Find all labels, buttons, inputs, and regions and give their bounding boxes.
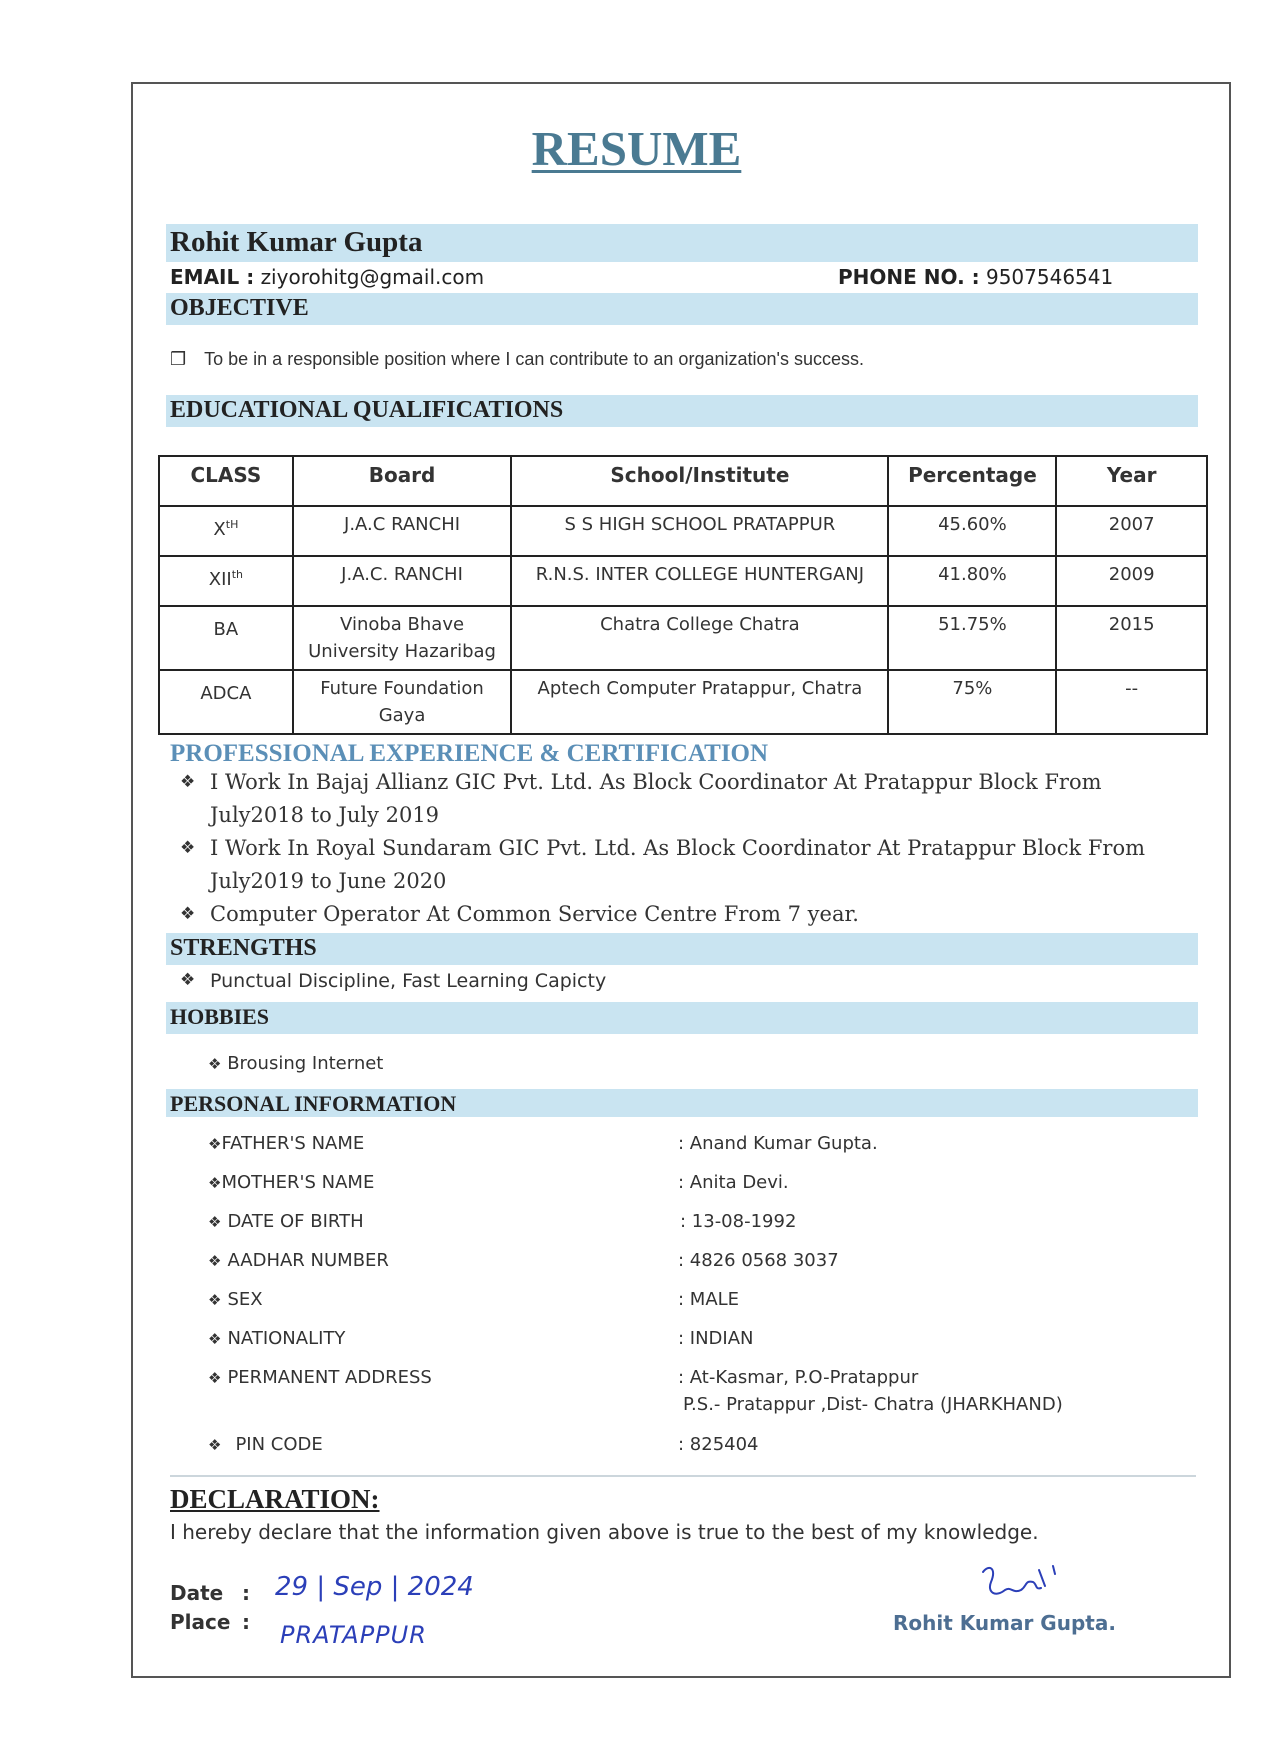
objective-text: To be in a responsible position where I can contribute to an organization's success. (204, 349, 864, 369)
school-cell: R.N.S. INTER COLLEGE HUNTERGANJ (511, 556, 888, 606)
info-value: : 13-08-1992 (680, 1211, 797, 1232)
experience-item (180, 766, 1200, 832)
experience-text: I Work In Bajaj Allianz GIC Pvt. Ltd. As Block Coordinator At Pratappur Block From July2018 to July 2019 (210, 770, 1102, 827)
table-row (159, 556, 1207, 606)
school-cell: S S HIGH SCHOOL PRATAPPUR (511, 506, 888, 556)
education-heading: EDUCATIONAL QUALIFICATIONS (170, 397, 564, 423)
percentage-cell: 45.60% (888, 506, 1056, 556)
info-label (208, 1211, 364, 1232)
diamond-bullet-icon: ❖ (180, 970, 196, 990)
school-cell: Aptech Computer Pratappur, Chatra (511, 670, 888, 734)
personal-heading: PERSONAL INFORMATION (170, 1091, 457, 1116)
class-value: BA (213, 619, 239, 640)
year-cell: 2007 (1056, 506, 1207, 556)
objective-line (170, 349, 864, 370)
year-cell: -- (1056, 670, 1207, 734)
diamond-bullet-icon: ❖ (208, 1291, 222, 1309)
hobbies-heading: HOBBIES (170, 1004, 270, 1029)
signature-text: Rohit (975, 1610, 978, 1611)
page-title: RESUME (531, 121, 742, 176)
table-row (159, 606, 1207, 670)
diamond-bullet-icon: ❖ (208, 1369, 222, 1387)
objective-heading: OBJECTIVE (170, 295, 309, 321)
info-label-text: NATIONALITY (227, 1328, 346, 1349)
diamond-bullet-icon: ❖ (180, 904, 196, 924)
board-cell: J.A.C RANCHI (293, 506, 512, 556)
column-header: Percentage (888, 456, 1056, 506)
education-table (158, 455, 1208, 735)
strengths-heading: STRENGTHS (170, 935, 317, 961)
hobbies-band (166, 1002, 1198, 1034)
class-cell (159, 670, 293, 734)
experience-item (180, 898, 1200, 931)
education-header-row (159, 456, 1207, 506)
email-value: ziyorohitg@gmail.com (260, 265, 485, 289)
info-label (208, 1289, 263, 1310)
diamond-bullet-icon: ❖ (208, 1055, 222, 1073)
table-row (159, 670, 1207, 734)
column-header: School/Institute (511, 456, 888, 506)
info-label-text: FATHER'S NAME (221, 1133, 365, 1154)
board-cell: Future Foundation Gaya (293, 670, 512, 734)
info-value: : At-Kasmar, P.O-Pratappur (678, 1367, 919, 1388)
info-value-line2: P.S.- Pratappur ,Dist- Chatra (JHARKHAND) (683, 1394, 1063, 1415)
info-label-text: DATE OF BIRTH (227, 1211, 364, 1232)
diamond-bullet-icon: ❖ (208, 1135, 222, 1153)
percentage-cell: 41.80% (888, 556, 1056, 606)
hobbies-item (208, 1053, 383, 1074)
column-header: CLASS (159, 456, 293, 506)
class-sup: tH (225, 518, 239, 531)
info-value: : MALE (678, 1289, 740, 1310)
info-label (208, 1133, 364, 1154)
strengths-item (180, 970, 607, 992)
percentage-cell: 51.75% (888, 606, 1056, 670)
class-cell (159, 506, 293, 556)
diamond-bullet-icon: ❖ (208, 1213, 222, 1231)
info-label (208, 1434, 323, 1455)
diamond-bullet-icon: ❖ (208, 1436, 222, 1454)
class-value: XII (208, 569, 232, 590)
info-label-text: PIN CODE (235, 1434, 323, 1455)
info-label (208, 1172, 374, 1193)
info-label-text: AADHAR NUMBER (227, 1250, 389, 1271)
experience-item (180, 832, 1200, 898)
year-cell: 2009 (1056, 556, 1207, 606)
class-sup: th (231, 568, 244, 581)
info-value: : 825404 (678, 1434, 759, 1455)
column-header: Board (293, 456, 512, 506)
phone-value: 9507546541 (985, 265, 1114, 289)
place-label: Place (170, 1610, 231, 1634)
class-cell (159, 556, 293, 606)
email-line (170, 265, 484, 289)
class-value: ADCA (200, 683, 252, 704)
signature-scribble (975, 1560, 1065, 1615)
board-cell: Vinoba Bhave University Hazaribag (293, 606, 512, 670)
table-row (159, 506, 1207, 556)
info-label-text: SEX (227, 1289, 263, 1310)
year-cell: 2015 (1056, 606, 1207, 670)
phone-line (838, 265, 1113, 289)
info-value: : Anita Devi. (678, 1172, 789, 1193)
date-label: Date (170, 1581, 224, 1605)
diamond-bullet-icon: ❖ (180, 838, 196, 858)
signature-name: Rohit Kumar Gupta. (893, 1611, 1116, 1635)
diamond-bullet-icon: ❖ (208, 1252, 222, 1270)
diamond-bullet-icon: ❖ (208, 1330, 222, 1348)
class-cell (159, 606, 293, 670)
hobbies-text: Brousing Internet (227, 1053, 384, 1074)
info-label (208, 1367, 432, 1388)
strengths-text: Punctual Discipline, Fast Learning Capicty (210, 970, 607, 992)
date-handwritten: 29 | Sep | 2024 (275, 1572, 474, 1602)
diamond-bullet-icon: ❖ (208, 1174, 222, 1192)
info-label-text: MOTHER'S NAME (221, 1172, 375, 1193)
info-label (208, 1250, 389, 1271)
info-value: : INDIAN (678, 1328, 754, 1349)
place-handwritten: PRATAPPUR (280, 1621, 427, 1649)
info-label (208, 1328, 345, 1349)
candidate-name: Rohit Kumar Gupta (170, 226, 423, 258)
class-value: X (213, 519, 226, 540)
phone-label: PHONE NO. : (838, 265, 980, 289)
percentage-cell: 75% (888, 670, 1056, 734)
experience-text: I Work In Royal Sundaram GIC Pvt. Ltd. As Block Coordinator At Pratappur Block From July2019 to June 2020 (210, 836, 1146, 893)
board-cell: J.A.C. RANCHI (293, 556, 512, 606)
objective-bullet-icon: ❒ (170, 349, 187, 369)
column-header: Year (1056, 456, 1207, 506)
email-label: EMAIL : (170, 265, 255, 289)
school-cell: Chatra College Chatra (511, 606, 888, 670)
divider (170, 1475, 1196, 1477)
experience-heading: PROFESSIONAL EXPERIENCE & CERTIFICATION (170, 740, 769, 767)
place-colon: : (242, 1610, 250, 1634)
objective-band (166, 293, 1198, 325)
info-value: : 4826 0568 3037 (678, 1250, 839, 1271)
strengths-band (166, 933, 1198, 965)
info-label-text: PERMANENT ADDRESS (227, 1367, 432, 1388)
date-colon: : (242, 1581, 250, 1605)
declaration-text: I hereby declare that the information given above is true to the best of my knowledge. (170, 1520, 1039, 1544)
experience-text: Computer Operator At Common Service Centre From 7 year. (210, 902, 859, 926)
info-value: : Anand Kumar Gupta. (678, 1133, 878, 1154)
diamond-bullet-icon: ❖ (180, 772, 196, 792)
declaration-heading: DECLARATION: (170, 1484, 380, 1514)
